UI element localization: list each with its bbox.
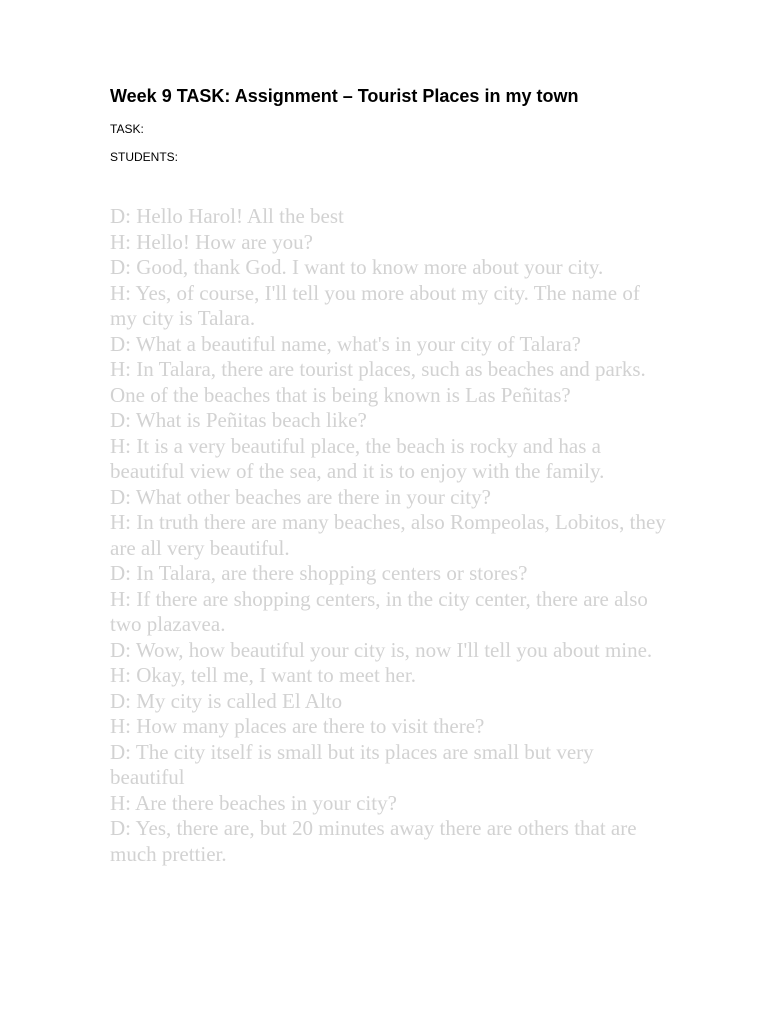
dialogue-line: H: How many places are there to visit there? — [110, 714, 485, 738]
task-label: TASK: — [110, 122, 144, 136]
dialogue-line: D: What is Peñitas beach like? — [110, 408, 367, 432]
dialogue-line: D: Yes, there are, but 20 minutes away there are others that are much prettier. — [110, 816, 637, 866]
dialogue-line: H: Hello! How are you? — [110, 229, 313, 254]
dialogue-line: H: In truth there are many beaches, also Rompeolas, Lobitos, they are all very beautiful. — [110, 510, 666, 560]
dialogue-line: H: In Talara, there are tourist places, such as beaches and parks. One of the beaches that is being known is Las Peñitas? — [110, 357, 646, 407]
dialogue-line: D: My city is called El Alto — [110, 688, 343, 713]
dialogue-line: D: Good, thank God. I want to know more about your city. — [110, 255, 604, 279]
document-title: Week 9 TASK: Assignment – Tourist Places in my town — [110, 86, 579, 106]
dialogue-text — [110, 204, 670, 867]
dialogue-line: D: Hello Harol! All the best — [110, 204, 344, 228]
dialogue-line: D: In Talara, are there shopping centers or stores? — [110, 561, 528, 585]
dialogue-line: H: Yes, of course, I'll tell you more about my city. The name of my city is Talara. — [110, 280, 640, 330]
dialogue-line: D: What a beautiful name, what's in your city of Talara? — [110, 331, 581, 356]
dialogue-line: D: What other beaches are there in your city? — [110, 484, 491, 509]
dialogue-line: D: Wow, how beautiful your city is, now I'll tell you about mine. — [110, 637, 653, 662]
dialogue-line: D: The city itself is small but its places are small but very beautiful — [110, 739, 594, 789]
dialogue-line: H: Are there beaches in your city? — [110, 790, 397, 815]
dialogue-line: H: If there are shopping centers, in the city center, there are also two plazavea. — [110, 586, 648, 636]
dialogue-line: H: Okay, tell me, I want to meet her. — [110, 663, 416, 687]
dialogue-line: H: It is a very beautiful place, the beach is rocky and has a beautiful view of the sea, and it is to enjoy with the family. — [110, 433, 605, 483]
students-label: STUDENTS: — [110, 150, 179, 164]
